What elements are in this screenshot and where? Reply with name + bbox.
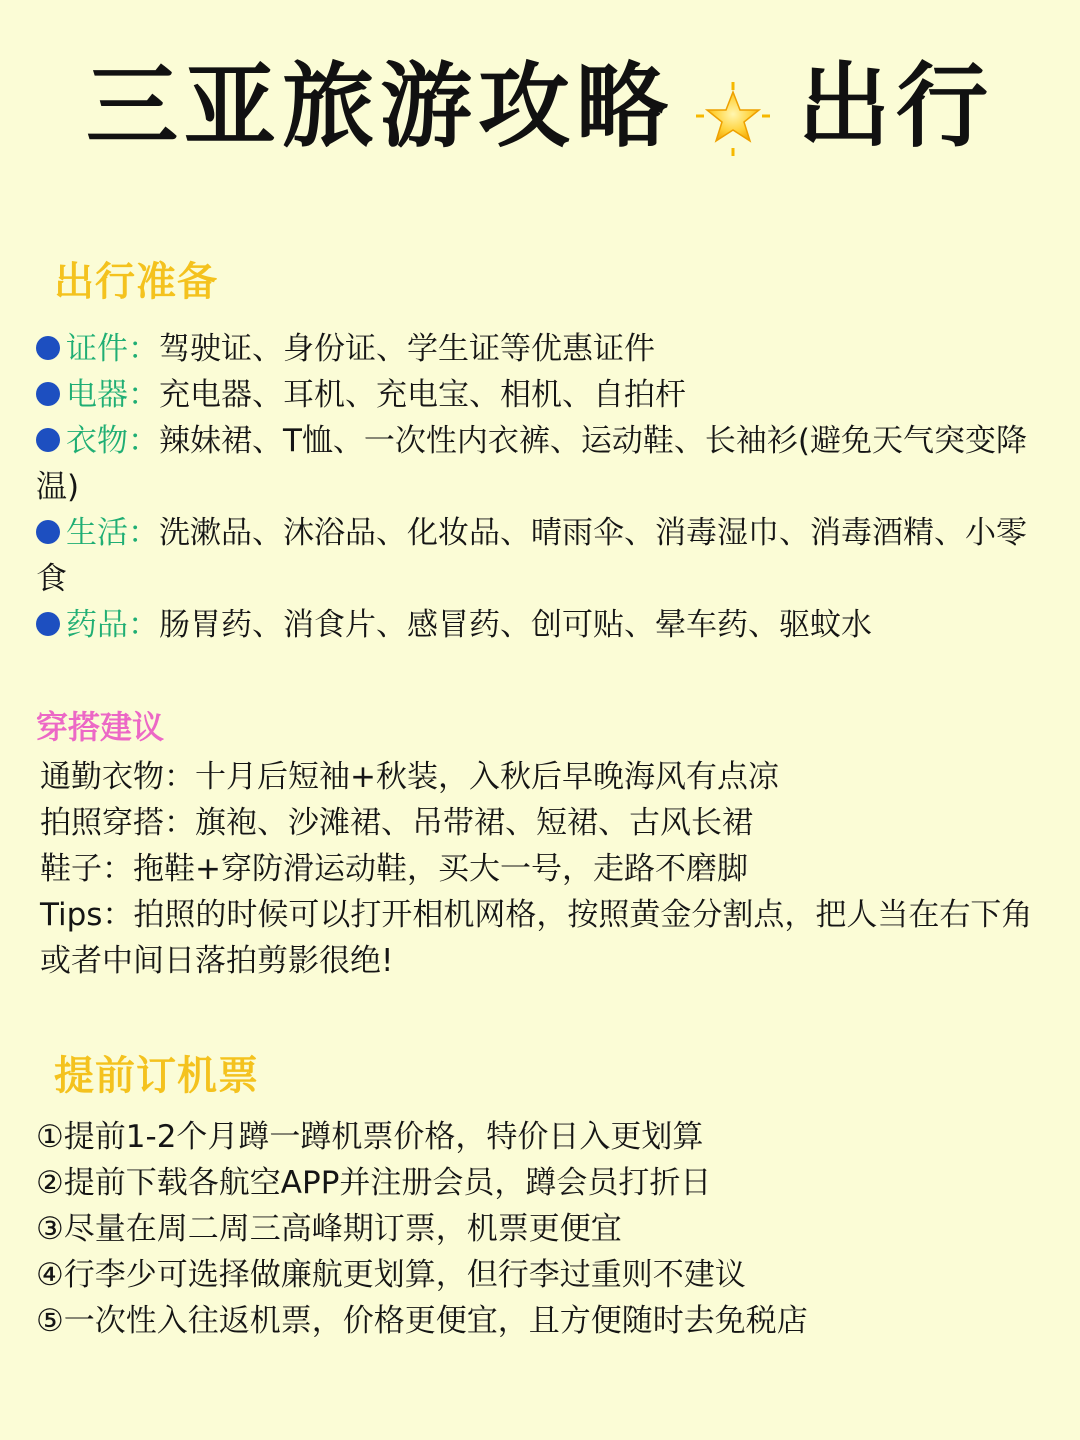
item-text: 辣妹裙、T恤、一次性内衣裤、运动鞋、长袖衫(避免天气突变降温) [36,423,1028,505]
outfit-tips: Tips：拍照的时候可以打开相机网格，按照黄金分割点，把人当在右下角或者中间日落拍剪影很绝! [40,897,1033,979]
ticket-line: ②提前下载各航空APP并注册会员，蹲会员打折日 [36,1165,712,1201]
prep-heading: 出行准备 [54,259,218,305]
bullet-dot-icon [36,520,60,544]
item-text: 洗漱品、沐浴品、化妆品、晴雨伞、消毒湿巾、消毒酒精、小零食 [36,515,1027,597]
bullet-dot-icon [36,382,60,406]
bullet-dot-icon [36,612,60,636]
outfit-line: 鞋子：拖鞋+穿防滑运动鞋，买大一号，走路不磨脚 [40,851,748,887]
list-item [36,372,1046,418]
tickets-heading: 提前订机票 [54,1053,259,1099]
item-key: 衣物： [66,423,159,459]
tickets-list [36,1114,1046,1344]
item-key: 电器： [66,377,159,413]
item-text: 充电器、耳机、充电宝、相机、自拍杆 [159,377,686,413]
bullet-dot-icon [36,428,60,452]
list-item [36,326,1046,372]
item-text: 驾驶证、身份证、学生证等优惠证件 [159,331,655,367]
item-key: 证件： [66,331,159,367]
ticket-line: ①提前1-2个月蹲一蹲机票价格，特价日入更划算 [36,1119,704,1155]
item-key: 生活： [66,515,159,551]
list-item [36,510,1046,602]
title-text-right: 出行 [798,53,995,160]
list-item [36,418,1046,510]
ticket-line: ③尽量在周二周三高峰期订票，机票更便宜 [36,1211,622,1247]
item-text: 肠胃药、消食片、感冒药、创可贴、晕车药、驱蚊水 [159,607,872,643]
glowing-star-icon [696,70,770,144]
outfit-line: 拍照穿搭：旗袍、沙滩裙、吊带裙、短裙、古风长裙 [40,805,753,841]
prep-list [36,326,1046,648]
page-title [0,52,1080,162]
ticket-line: ⑤一次性入往返机票，价格更便宜，且方便随时去免税店 [36,1303,808,1339]
bullet-dot-icon [36,336,60,360]
list-item [36,602,1046,648]
outfit-line: 通勤衣物：十月后短袖+秋装，入秋后早晚海风有点凉 [40,759,779,795]
ticket-line: ④行李少可选择做廉航更划算，但行李过重则不建议 [36,1257,746,1293]
outfit-heading: 穿搭建议 [36,708,165,746]
outfit-list [40,754,1050,984]
item-key: 药品： [66,607,159,643]
title-text-left: 三亚旅游攻略 [85,53,674,160]
